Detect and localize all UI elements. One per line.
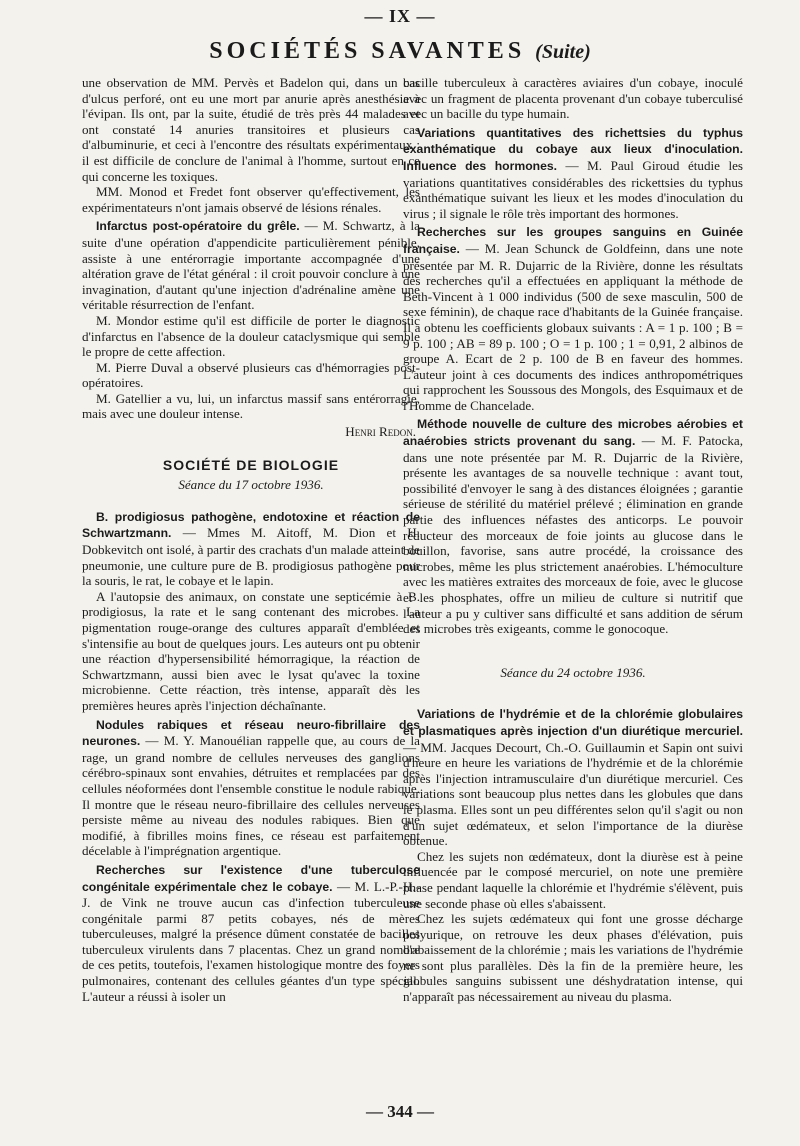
running-title-main: SOCIÉTÉS SAVANTES xyxy=(209,38,526,64)
paragraph-text: — M. Paul Giroud étudie les variations quantitatives considérables des rickettsies du typhus exanthématique suivant les lieux et les modes d'inoculation du virus ; il signale le rôle très important des hormones. xyxy=(403,157,744,221)
paragraph-text: — MM. Jacques Decourt, Ch.-O. Guillaumin et Sapin ont suivi d'heure en heure les variations de l'hydrémie et de la chlorémie après l'injection intramusculaire d'un diurétique mercuriel. Ces variations sont beaucoup plus nettes dans les globules que dans le plasma. Elles sont un peu différentes selon qu'il s'agit ou non d'un sujet œdémateux, et selon l'importance de la diurèse obtenue. xyxy=(403,739,743,849)
paragraph xyxy=(403,224,743,413)
section-title: SOCIÉTÉ DE BIOLOGIE xyxy=(162,456,340,473)
paragraph xyxy=(403,416,743,636)
paragraph xyxy=(403,125,743,222)
paragraph-text: — M. Jean Schunck de Goldfeinn, dans une note présentée par M. R. Dujarric de la Rivière, donne les résultats des recherches qu'il a effectuées en appliquant la méthode de Beth-Vincent à 1 000 individus (500 de sexe masculin, 500 de sexe féminin), de chaque race d'habitants de la Guinée française. Il a obtenu les coefficients globaux suivants : A = 1 p. 100 ; B = 9 p. 100 ; AB = 89 p. 100 ; O = 1 p. 100 ; 1 = 0,91, 2 albinos de groupe A. Ecart de 2 p. 100 de B en faveur des hommes. L'auteur joint à ces documents des indices anthropométriques qui rapprochent les Soussous des Mongols, des Esquimaux et de l'Homme de Chancelade. xyxy=(403,240,743,413)
paragraph-text: — M. F. Patocka, dans une note présentée par M. R. Dujarric de la Rivière, présente les avantages de sa nouvelle technique : avant tout, possibilité d'envoyer le sang à des distances éloignées ; garantie sérieuse de stérilité du matériel prélevé ; élimination en grande partie des influences néfastes des anticorps. Le pouvoir réducteur des morceaux de foie joints au glucose dans le bouillon, favorise, sans autre procédé, la croissance des microbes, même les plus strictement anaérobies. L'hémoculture avec les matières extraites des morceaux de foie, avec le glucose et les phosphates, offre un milieu de culture si nutritif que l'auteur a pu y cultiver sans difficulté et sans addition de sérum des microbes très exigeants, comme le gonocoque. xyxy=(403,433,743,637)
paragraph: MM. Monod et Fredet font observer qu'effectivement, les expérimentateurs n'ont jamais observé de lésions rénales. xyxy=(82,184,420,215)
paragraph xyxy=(82,509,420,589)
left-column xyxy=(82,75,420,1004)
rubric: Recherches sur l'existence d'une tuberculose congénitale expérimentale chez le cobaye. xyxy=(82,862,420,894)
rubric: Infarctus post-opératoire du grêle. xyxy=(96,219,300,234)
paragraph: une observation de MM. Pervès et Badelon qui, dans un cas d'ulcus perforé, ont eu une mort par anurie après anesthésie à l'évipan. Ils ont, par la suite, étudié de très près 44 malades et ont constaté 14 anuries transitoires et plusieurs cas d'albuminurie, et ceci à l'encontre des résultats expérimentaux : il est difficile de conclure de l'animal à l'homme, surtout en ce qui concerne les toxiques. xyxy=(82,75,420,184)
paragraph: bacille tuberculeux à caractères aviaires d'un cobaye, inoculé avec un fragment de placenta provenant d'un cobaye tuberculisé avec un bacille du type humain. xyxy=(403,75,743,122)
paragraph xyxy=(82,717,420,859)
page-number: — 344 — xyxy=(366,1102,434,1121)
running-title xyxy=(0,38,800,65)
rubric: Nodules rabiques et réseau neuro-fibrillaire des neurones. xyxy=(82,717,420,749)
paragraph: A l'autopsie des animaux, on constate une septicémie à B. prodigiosus, la rate et le sang contenant des microbes. La pigmentation rouge-orange des cultures apparaît d'emblée et s'intensifie au bout de quelques jours. Les auteurs ont pu obtenir une réaction d'hypersensibilité hémorragique, la réaction de Schwartzmann, aussi bien avec le lysat qu'avec la toxine microbienne. Cette réaction, très intense, apparaît dès les premières heures après l'injection déchaînante. xyxy=(82,588,420,713)
paragraph xyxy=(82,218,420,313)
paragraph: M. Pierre Duval a observé plusieurs cas d'hémorragies post-opératoires. xyxy=(82,359,420,391)
paragraph: Chez les sujets non œdémateux, dont la diurèse est à peine influencée par le composé mercuriel, on note une première phase pendant laquelle la chlorémie et l'hydrémie s'élèvent, puis une seconde phase où elles s'abaissent. xyxy=(403,848,743,911)
rubric: Variations de l'hydrémie et de la chlorémie globulaires et plasmatiques après injection d'un diurétique mercuriel. xyxy=(403,707,743,738)
page-roman-numeral: — IX — xyxy=(364,6,436,26)
session-date: Séance du 17 octobre 1936. xyxy=(178,477,324,493)
paragraph-text: — M. Schwartz, à la suite d'une opération d'appendicite particulièrement pénible, assiste à une entérorragie importante accompagnée d'une altération grave de l'état général : il croit pouvoir conclure à une invagination, d'autant qu'une injection d'adrénaline amène une véritable résurrection de l'enfant. xyxy=(82,218,420,313)
paragraph xyxy=(403,706,743,848)
rubric: B. prodigiosus pathogène, endotoxine et réaction de Schwartzmann. xyxy=(82,509,420,541)
paragraph xyxy=(82,862,420,1004)
paragraph-text: — M. Y. Manouélian rappelle que, au cours de la rage, un grand nombre de cellules nerveuses des ganglions cérébro-spinaux sont envahies, détruites et remplacées par des cellules néoformées dont l'ensemble constitue le nodule rabique. Il montre que le réseau neuro-fibrillaire des cellules nerveuses persiste même au niveau des nodules rabiques. Bien que modifié, à fibrilles moins fines, ce réseau est parfaitement décelable à l'imprégnation argentique. xyxy=(82,733,420,859)
rubric: Méthode nouvelle de culture des microbes aérobies et anaérobies stricts provenant du sang. xyxy=(403,417,743,449)
author-signature: Henri Redon. xyxy=(345,424,416,440)
session-date: Séance du 24 octobre 1936. xyxy=(500,664,646,680)
paragraph: M. Gatellier a vu, lui, un infarctus massif sans entérorragie, mais avec une douleur intense. xyxy=(82,390,420,422)
paragraph: M. Mondor estime qu'il est difficile de porter le diagnostic d'infarctus en l'absence de la douleur cataclysmique qui semble le propre de cette affection. xyxy=(82,312,420,360)
paragraph-text: — Mmes M. Aitoff, M. Dion et H. Dobkevitch ont isolé, à partir des crachats d'un malade atteint de pneumonie, une culture pure de B. prodigiosus pathogène pour la souris, le rat, le cobaye et le lapin. xyxy=(82,525,420,589)
rubric: Recherches sur les groupes sanguins en Guinée française. xyxy=(403,225,743,256)
running-title-suite: (Suite) xyxy=(535,41,591,63)
right-column xyxy=(403,75,743,1005)
rubric: Variations quantitatives des richettsies du typhus exanthématique du cobaye aux lieux d'inoculation. Influence des hormones. xyxy=(403,125,743,173)
paragraph: Chez les sujets œdémateux qui font une grosse décharge polyurique, on retrouve les deux phases d'élévation, puis d'abaissement de la chlorémie ; mais les variations de l'hydrémie ne sont plus parallèles. Dès la fin de la première heure, les globules sanguins subissent une déshydratation intense, qui n'apparaît pas nécessairement au niveau du plasma. xyxy=(403,911,743,1005)
paragraph-text: — M. L.-P.-H.-J. de Vink ne trouve aucun cas d'infection tuberculeuse congénitale parmi 87 petits cobayes, nés de mères tuberculeuses, malgré la présence dûment constatée de bacilles tuberculeux virulents dans 7 placentas. Chez un grand nombre de ces petits, toutefois, l'examen histologique montre des foyers pulmonaires, contenant des cellules géantes d'un type spécial. L'auteur a réussi à isoler un xyxy=(82,878,420,1004)
